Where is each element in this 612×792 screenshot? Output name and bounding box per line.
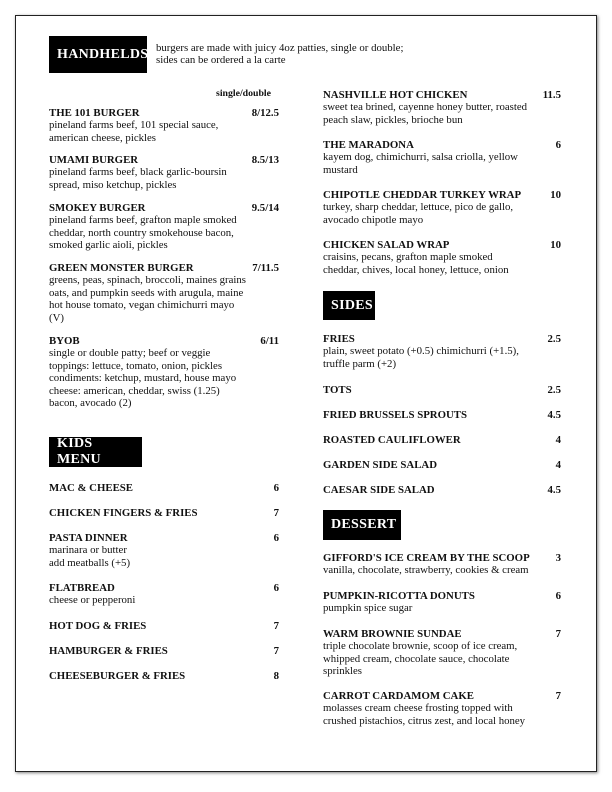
item-description: kayem dog, chimichurri, salsa criolla, yellow mustard xyxy=(323,151,518,176)
item-price: 6 xyxy=(555,590,561,602)
item-description: plain, sweet potato (+0.5) chimichurri (+1.5), truffle parm (+2) xyxy=(323,345,519,370)
menu-item xyxy=(323,189,561,226)
item-name: ROASTED CAULIFLOWER xyxy=(323,434,461,446)
item-price: 8 xyxy=(273,670,279,682)
item-price: 9.5/14 xyxy=(251,202,279,214)
item-description: pineland farms beef, grafton maple smoked cheddar, north country smokehouse bacon, smoked garlic aioli, pickles xyxy=(49,214,237,252)
item-description: triple chocolate brownie, scoop of ice cream, whipped cream, chocolate sauce, chocolate sprinkles xyxy=(323,640,518,678)
item-price: 6 xyxy=(273,482,279,494)
item-name: NASHVILLE HOT CHICKEN xyxy=(323,89,468,101)
menu-item xyxy=(323,590,561,615)
item-description: vanilla, chocolate, strawberry, cookies & cream xyxy=(323,564,529,577)
menu-item xyxy=(49,620,279,632)
item-name: FRIED BRUSSELS SPROUTS xyxy=(323,409,468,421)
menu-item xyxy=(49,645,279,657)
item-price: 6/11 xyxy=(260,335,279,347)
item-description: sweet tea brined, cayenne honey butter, roasted peach slaw, pickles, brioche bun xyxy=(323,101,528,126)
item-price: 7 xyxy=(555,690,561,702)
item-price: 8/12.5 xyxy=(251,107,279,119)
item-name: CHIPOTLE CHEDDAR TURKEY WRAP xyxy=(323,189,522,201)
item-description: greens, peas, spinach, broccoli, maines grains oats, and pumpkin seeds with arugula, maine hot house tomato, vegan chimichurri mayo (V) xyxy=(49,274,246,324)
item-description: single or double patty; beef or veggie toppings: lettuce, tomato, onion, pickles condiments: ketchup, mustard, house mayo cheese: american, cheddar, swiss (1.25) bacon, avocado (2) xyxy=(49,347,237,410)
menu-item xyxy=(49,335,279,409)
item-name: HAMBURGER & FRIES xyxy=(49,645,168,657)
item-price: 4.5 xyxy=(547,484,561,496)
item-price: 4 xyxy=(555,459,561,471)
item-price: 7 xyxy=(273,507,279,519)
item-name: TOTS xyxy=(323,384,352,396)
menu-item xyxy=(49,507,279,519)
item-name: HOT DOG & FRIES xyxy=(49,620,147,632)
item-name: PUMPKIN-RICOTTA DONUTS xyxy=(323,590,475,602)
item-description: marinara or butter add meatballs (+5) xyxy=(49,544,131,569)
item-name: GARDEN SIDE SALAD xyxy=(323,459,437,471)
item-name: CHICKEN SALAD WRAP xyxy=(323,239,450,251)
menu-item xyxy=(49,154,279,191)
menu-item xyxy=(323,89,561,126)
menu-item xyxy=(323,139,561,176)
item-price: 4.5 xyxy=(547,409,561,421)
item-name: SMOKEY BURGER xyxy=(49,202,146,214)
menu-item xyxy=(323,434,561,446)
menu-item xyxy=(49,262,279,324)
item-price: 11.5 xyxy=(542,89,561,101)
kids-menu-header: KIDS MENU xyxy=(49,437,142,467)
dessert-header: DESSERT xyxy=(323,510,401,540)
menu-item xyxy=(49,670,279,682)
item-name: THE 101 BURGER xyxy=(49,107,140,119)
item-name: MAC & CHEESE xyxy=(49,482,133,494)
item-name: FLATBREAD xyxy=(49,582,115,594)
item-name: WARM BROWNIE SUNDAE xyxy=(323,628,462,640)
menu-item xyxy=(49,202,279,252)
item-name: CARROT CARDAMOM CAKE xyxy=(323,690,474,702)
menu-item xyxy=(49,582,279,607)
handhelds-note: burgers are made with juicy 4oz patties, single or double; sides can be ordered a la carte xyxy=(156,42,404,67)
menu-item xyxy=(49,482,279,494)
item-price: 10 xyxy=(550,239,561,251)
menu-item xyxy=(323,409,561,421)
item-description: pineland farms beef, 101 special sauce, american cheese, pickles xyxy=(49,119,219,144)
menu-item xyxy=(323,628,561,678)
item-price: 2.5 xyxy=(547,384,561,396)
item-price: 2.5 xyxy=(547,333,561,345)
item-description: molasses cream cheese frosting topped with crushed pistachios, citrus zest, and local honey xyxy=(323,702,526,727)
menu-item xyxy=(323,552,561,577)
menu-item xyxy=(323,459,561,471)
item-name: CHEESEBURGER & FRIES xyxy=(49,670,186,682)
item-price: 6 xyxy=(273,582,279,594)
item-name: PASTA DINNER xyxy=(49,532,128,544)
item-name: FRIES xyxy=(323,333,355,345)
sides-header: SIDES xyxy=(323,291,375,320)
item-description: cheese or pepperoni xyxy=(49,594,136,607)
item-description: craisins, pecans, grafton maple smoked cheddar, chives, local honey, lettuce, onion xyxy=(323,251,509,276)
price-header: single/double xyxy=(216,88,271,99)
menu-item xyxy=(323,384,561,396)
item-description: turkey, sharp cheddar, lettuce, pico de gallo, avocado chipotle mayo xyxy=(323,201,514,226)
menu-item xyxy=(49,107,279,144)
item-description: pineland farms beef, black garlic-boursin spread, miso ketchup, pickles xyxy=(49,166,227,191)
item-name: CHICKEN FINGERS & FRIES xyxy=(49,507,198,519)
item-name: GIFFORD'S ICE CREAM BY THE SCOOP xyxy=(323,552,530,564)
item-price: 3 xyxy=(555,552,561,564)
menu-item xyxy=(323,333,561,370)
item-price: 4 xyxy=(555,434,561,446)
item-price: 7/11.5 xyxy=(252,262,279,274)
item-price: 6 xyxy=(273,532,279,544)
item-price: 7 xyxy=(273,620,279,632)
item-price: 10 xyxy=(550,189,561,201)
item-price: 7 xyxy=(273,645,279,657)
item-description: pumpkin spice sugar xyxy=(323,602,413,615)
handhelds-header: HANDHELDS xyxy=(49,36,147,73)
item-name: UMAMI BURGER xyxy=(49,154,139,166)
menu-item xyxy=(323,690,561,727)
item-price: 8.5/13 xyxy=(251,154,279,166)
item-name: BYOB xyxy=(49,335,80,347)
item-price: 7 xyxy=(555,628,561,640)
item-name: GREEN MONSTER BURGER xyxy=(49,262,194,274)
item-name: CAESAR SIDE SALAD xyxy=(323,484,435,496)
item-name: THE MARADONA xyxy=(323,139,414,151)
menu-item xyxy=(323,484,561,496)
menu-item xyxy=(323,239,561,276)
item-price: 6 xyxy=(555,139,561,151)
menu-item xyxy=(49,532,279,569)
